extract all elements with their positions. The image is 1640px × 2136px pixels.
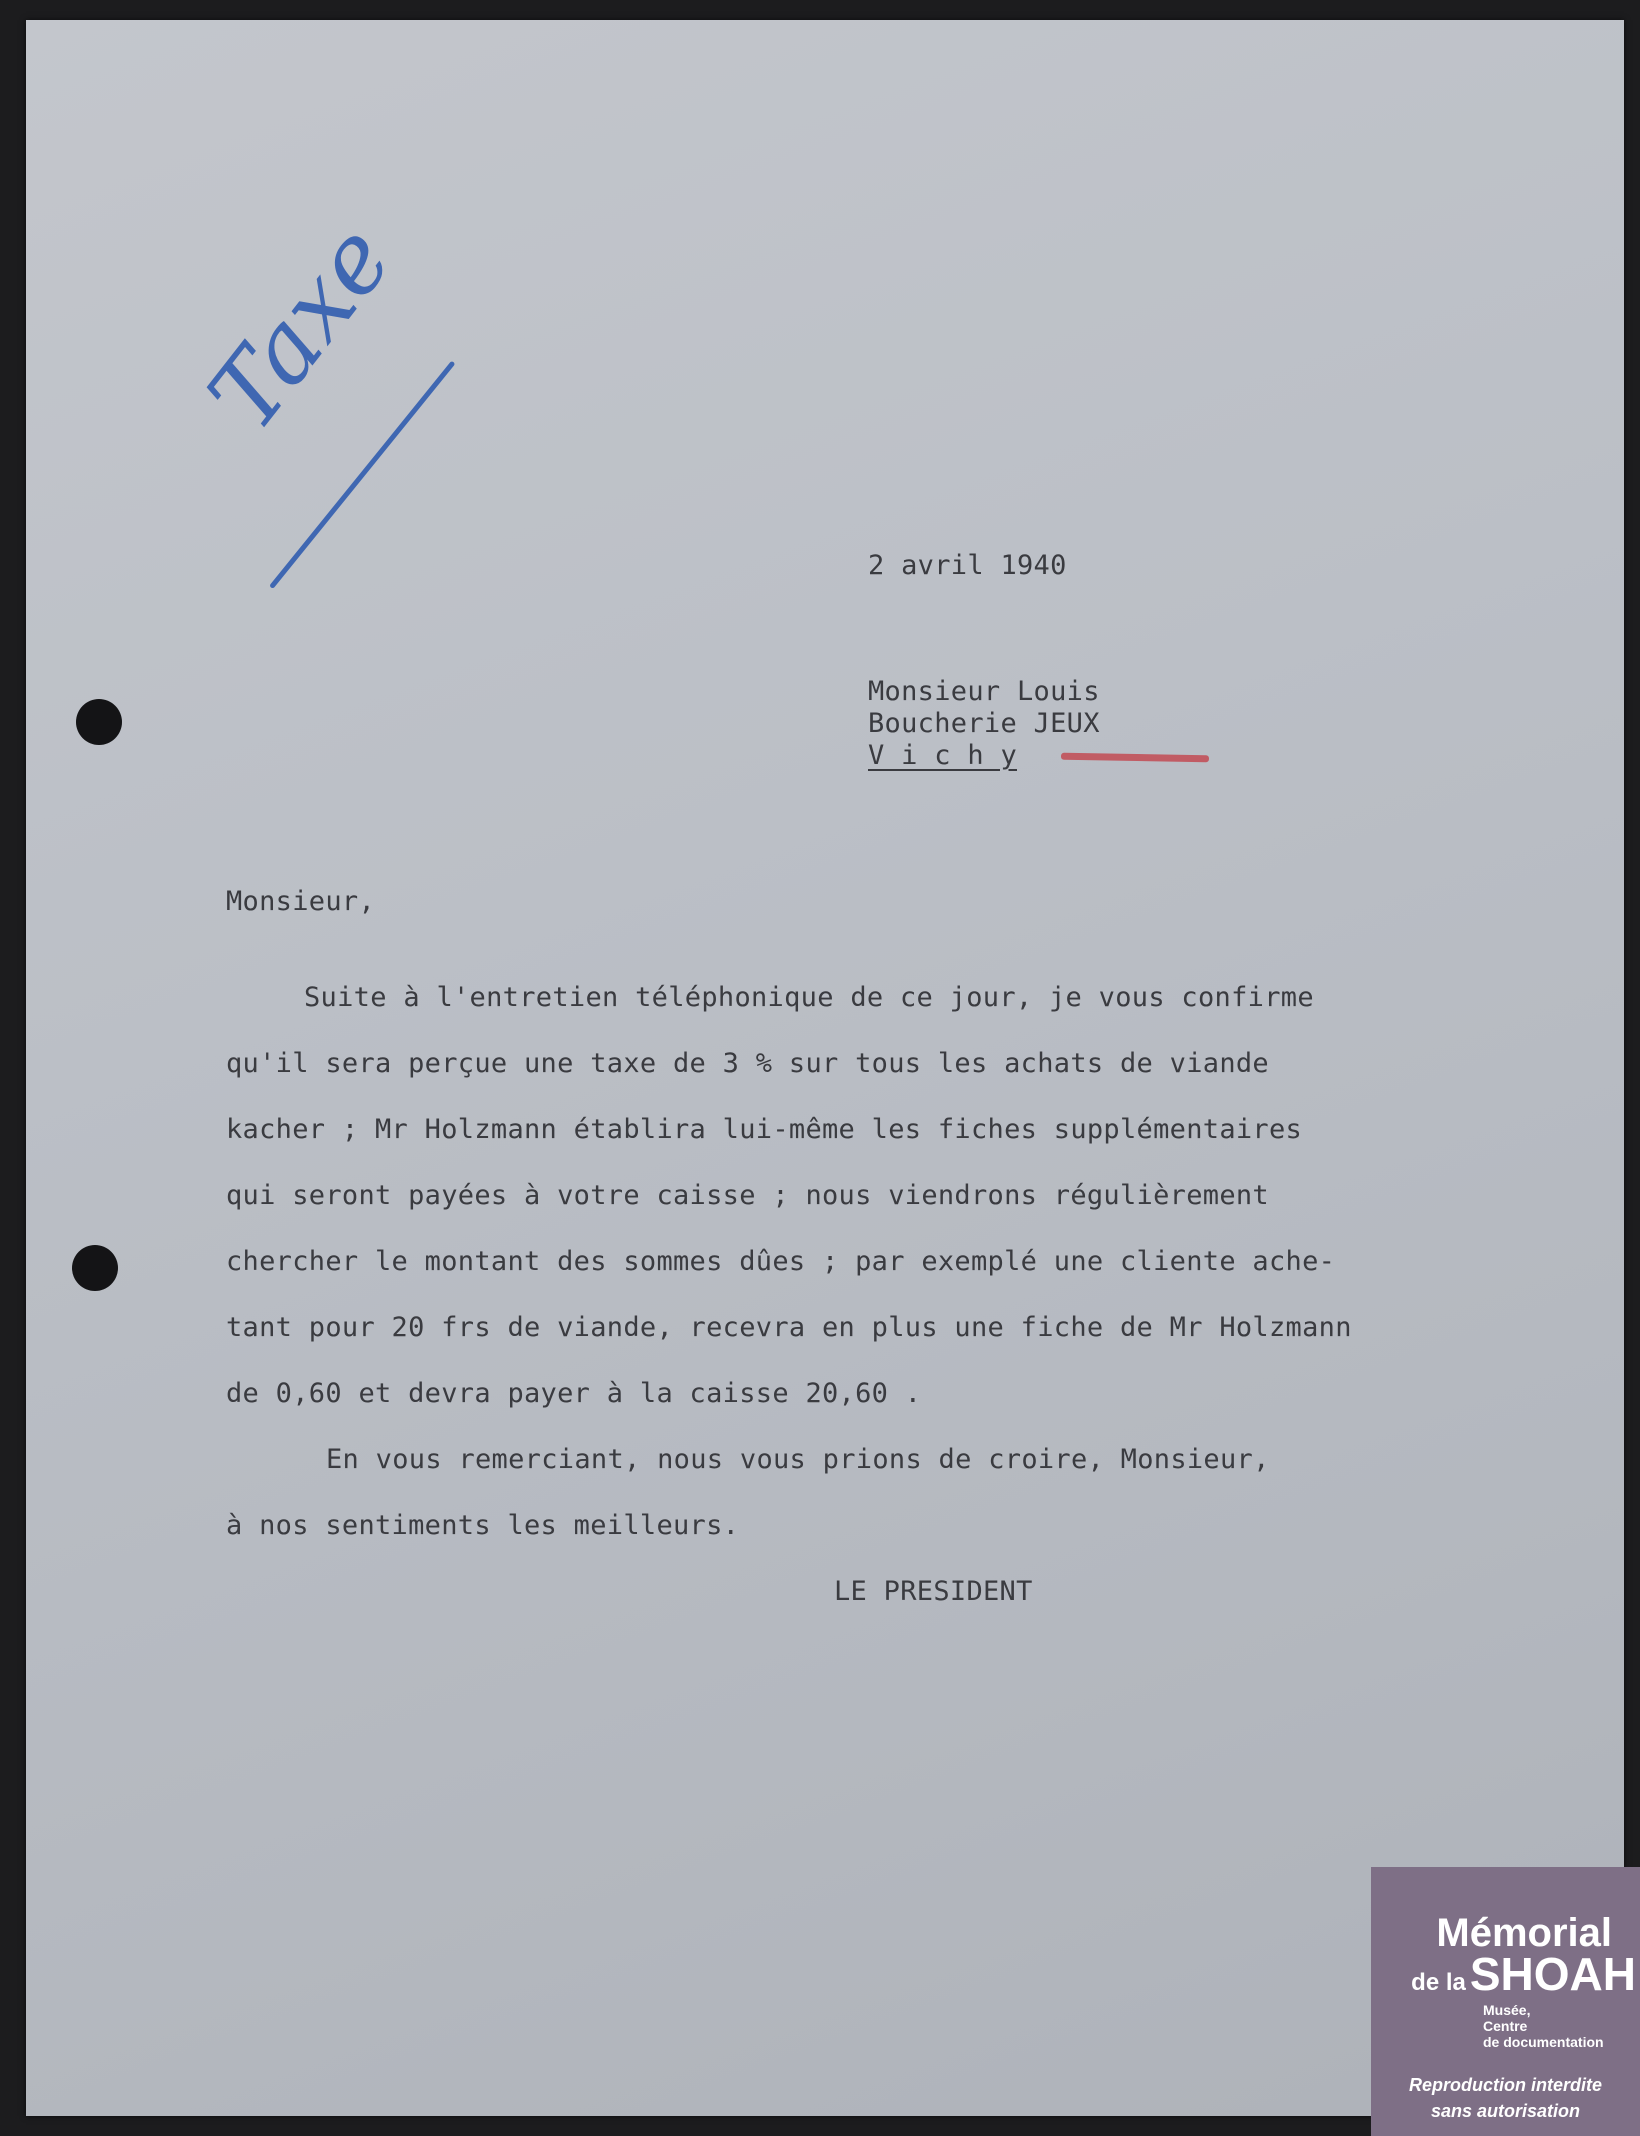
recipient-business: Boucherie JEUX xyxy=(868,708,1100,739)
closing-line: à nos sentiments les meilleurs. xyxy=(226,1510,740,1541)
closing-line: En vous remerciant, nous vous prions de croire, Monsieur, xyxy=(326,1444,1270,1475)
watermark-notice-line1: Reproduction interdite xyxy=(1409,2075,1602,2095)
punch-hole-bottom xyxy=(72,1245,118,1291)
body-line: qu'il sera perçue une taxe de 3 % sur tous les achats de viande xyxy=(226,1048,1269,1079)
body-line: tant pour 20 frs de viande, recevra en plus une fiche de Mr Holzmann xyxy=(226,1312,1352,1343)
body-line: chercher le montant des sommes dûes ; par exemplé une cliente ache- xyxy=(226,1246,1336,1277)
signature-title: LE PRESIDENT xyxy=(834,1576,1033,1607)
recipient-city: V i c h y xyxy=(868,740,1017,771)
watermark-notice-line2: sans autorisation xyxy=(1430,2101,1581,2121)
red-pencil-mark xyxy=(1061,753,1209,763)
body-line: kacher ; Mr Holzmann établira lui-même les fiches supplémentaires xyxy=(226,1114,1303,1145)
watermark-brand-line1: Mémorial xyxy=(1436,1911,1612,1955)
body-line: Suite à l'entretien téléphonique de ce jour, je vous confirme xyxy=(304,982,1314,1013)
memorial-shoah-watermark xyxy=(1371,1867,1640,2136)
salutation: Monsieur, xyxy=(226,886,375,917)
letter-page xyxy=(26,20,1624,2116)
watermark-subtitle: Musée, Centre de documentation xyxy=(1483,2002,1604,2051)
punch-hole-top xyxy=(76,699,122,745)
recipient-name: Monsieur Louis xyxy=(868,676,1100,707)
handwritten-annotation: Taxe xyxy=(186,204,414,451)
body-line: de 0,60 et devra payer à la caisse 20,60 . xyxy=(226,1378,922,1409)
letter-date: 2 avril 1940 xyxy=(868,550,1067,581)
watermark-brand-line2: de laSHOAH xyxy=(1411,1948,1636,2000)
body-line: qui seront payées à votre caisse ; nous viendrons régulièrement xyxy=(226,1180,1269,1211)
